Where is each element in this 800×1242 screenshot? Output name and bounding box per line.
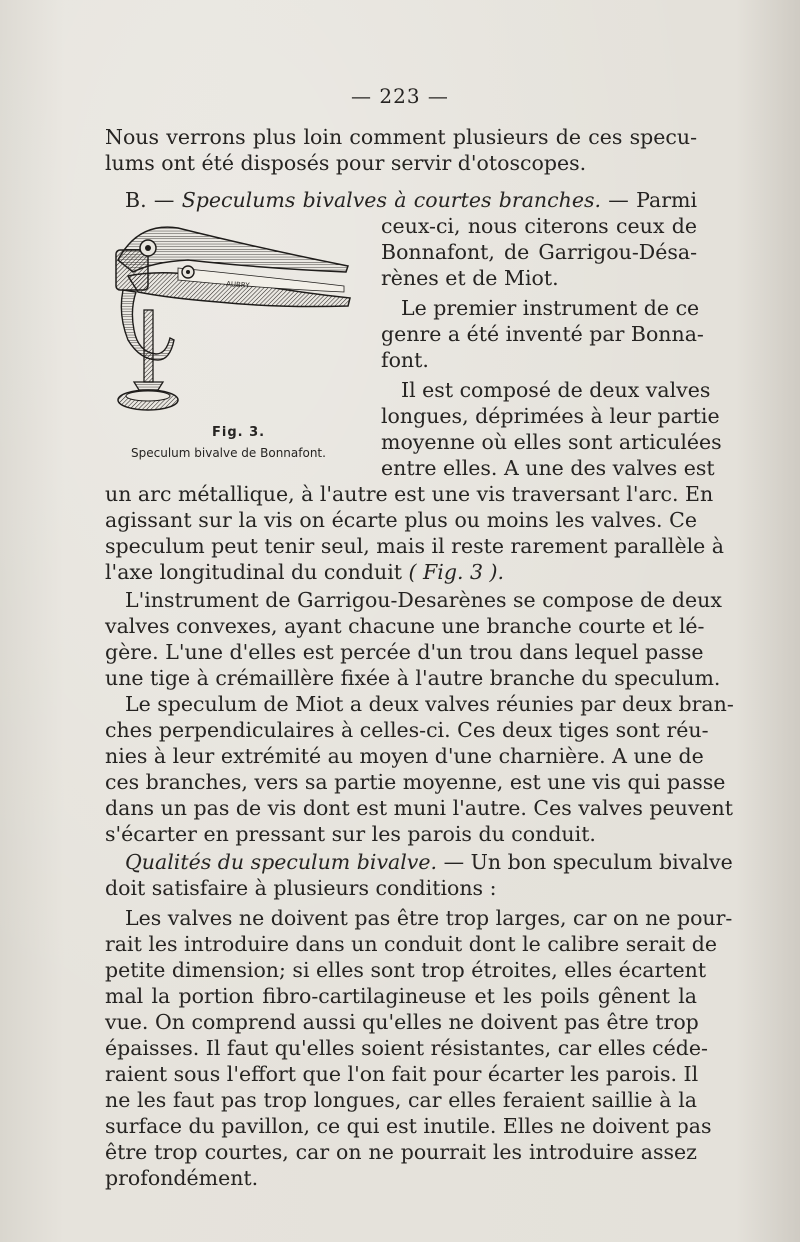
- figure-label: Fig. 3.: [212, 425, 266, 440]
- text-line-15: agissant sur la vis on écarte plus ou moins les valves. Ce: [105, 508, 697, 532]
- text-line-9: font.: [381, 348, 429, 372]
- text-line-6: rènes et de Miot.: [381, 266, 559, 290]
- text-line-18: L'instrument de Garrigou-Desarènes se compose de deux: [125, 588, 722, 612]
- text-line-16: speculum peut tenir seul, mais il reste rarement parallèle à: [105, 534, 725, 558]
- section-b-parmi: Parmi: [636, 188, 697, 212]
- text-line-38: surface du pavillon, ce qui est inutile. Elles ne doivent pas: [105, 1114, 712, 1138]
- text-line-14: un arc métallique, à l'autre est une vis traversant l'arc. En: [105, 482, 714, 506]
- text-line-33: mal la portion fibro-cartilagineuse et les poils gênent la: [105, 984, 697, 1008]
- engraving-maker-text: AUBRY: [225, 280, 250, 290]
- section-b-title: Speculums bivalves à courtes branches.: [181, 188, 601, 212]
- text-line-19: valves convexes, ayant chacune une branche courte et lé-: [105, 614, 705, 638]
- text-line-30: Les valves ne doivent pas être trop larges, car on ne pour-: [125, 906, 733, 930]
- text-line-7: Le premier instrument de ce: [401, 296, 700, 320]
- figure-caption: Speculum bivalve de Bonnafont.: [131, 446, 326, 460]
- text-line-11: longues, déprimées à leur partie: [381, 404, 720, 428]
- text-line-37: ne les faut pas trop longues, car elles feraient saillie à la: [105, 1088, 697, 1112]
- text-line-39: être trop courtes, car on ne pourrait les introduire assez: [105, 1140, 697, 1164]
- text-line-4: ceux-ci, nous citerons ceux de: [381, 214, 697, 238]
- text-line-36: raient sous l'effort que l'on fait pour écarter les parois. Il: [105, 1062, 699, 1086]
- text-line-22: Le speculum de Miot a deux valves réunies par deux bran-: [125, 692, 734, 716]
- text-line-24: nies à leur extrémité au moyen d'une charnière. A une de: [105, 744, 704, 768]
- speculum-illustration: [108, 210, 358, 425]
- text-line-20: gère. L'une d'elles est percée d'un trou dans lequel passe: [105, 640, 704, 664]
- text-line-25: ces branches, vers sa partie moyenne, est une vis qui passe: [105, 770, 726, 794]
- qualites-heading: [125, 849, 733, 875]
- section-b-prefix: B. —: [125, 188, 182, 212]
- text-line-32: petite dimension; si elles sont trop étroites, elles écartent: [105, 958, 707, 982]
- qualites-title: Qualités du speculum bivalve.: [125, 850, 438, 874]
- page-number: — 223 —: [351, 84, 449, 108]
- text-line-10: Il est composé de deux valves: [401, 378, 711, 402]
- text-line-17-main: l'axe longitudinal du conduit: [105, 560, 403, 584]
- text-line-21: une tige à crémaillère fixée à l'autre branche du speculum.: [105, 666, 721, 690]
- text-line-29: doit satisfaire à plusieurs conditions :: [105, 876, 497, 900]
- text-line-13: entre elles. A une des valves est: [381, 456, 715, 480]
- text-line-35: épaisses. Il faut qu'elles soient résistantes, car elles céde-: [105, 1036, 708, 1060]
- qualites-text: Un bon speculum bivalve: [470, 850, 733, 874]
- text-line-27: s'écarter en pressant sur les parois du conduit.: [105, 822, 596, 846]
- text-line-8: genre a été inventé par Bonna-: [381, 322, 704, 346]
- text-line-26: dans un pas de vis dont est muni l'autre. Ces valves peuvent: [105, 796, 733, 820]
- text-line-31: rait les introduire dans un conduit dont le calibre serait de: [105, 932, 717, 956]
- text-line-1: Nous verrons plus loin comment plusieurs de ces specu-: [105, 125, 697, 149]
- text-line-40: profondément.: [105, 1166, 259, 1190]
- text-line-12: moyenne où elles sont articulées: [381, 430, 722, 454]
- text-line-17: [105, 559, 697, 585]
- section-b-dash: —: [601, 188, 637, 212]
- qualites-dash: —: [437, 850, 471, 874]
- text-line-34: vue. On comprend aussi qu'elles ne doivent pas être trop: [105, 1010, 699, 1034]
- text-line-23: ches perpendiculaires à celles-ci. Ces deux tiges sont réu-: [105, 718, 709, 742]
- fig-reference: ( Fig. 3 ).: [408, 560, 505, 584]
- text-line-2: lums ont été disposés pour servir d'otoscopes.: [105, 151, 587, 175]
- text-line-5: Bonnafont, de Garrigou-Désa-: [381, 240, 697, 264]
